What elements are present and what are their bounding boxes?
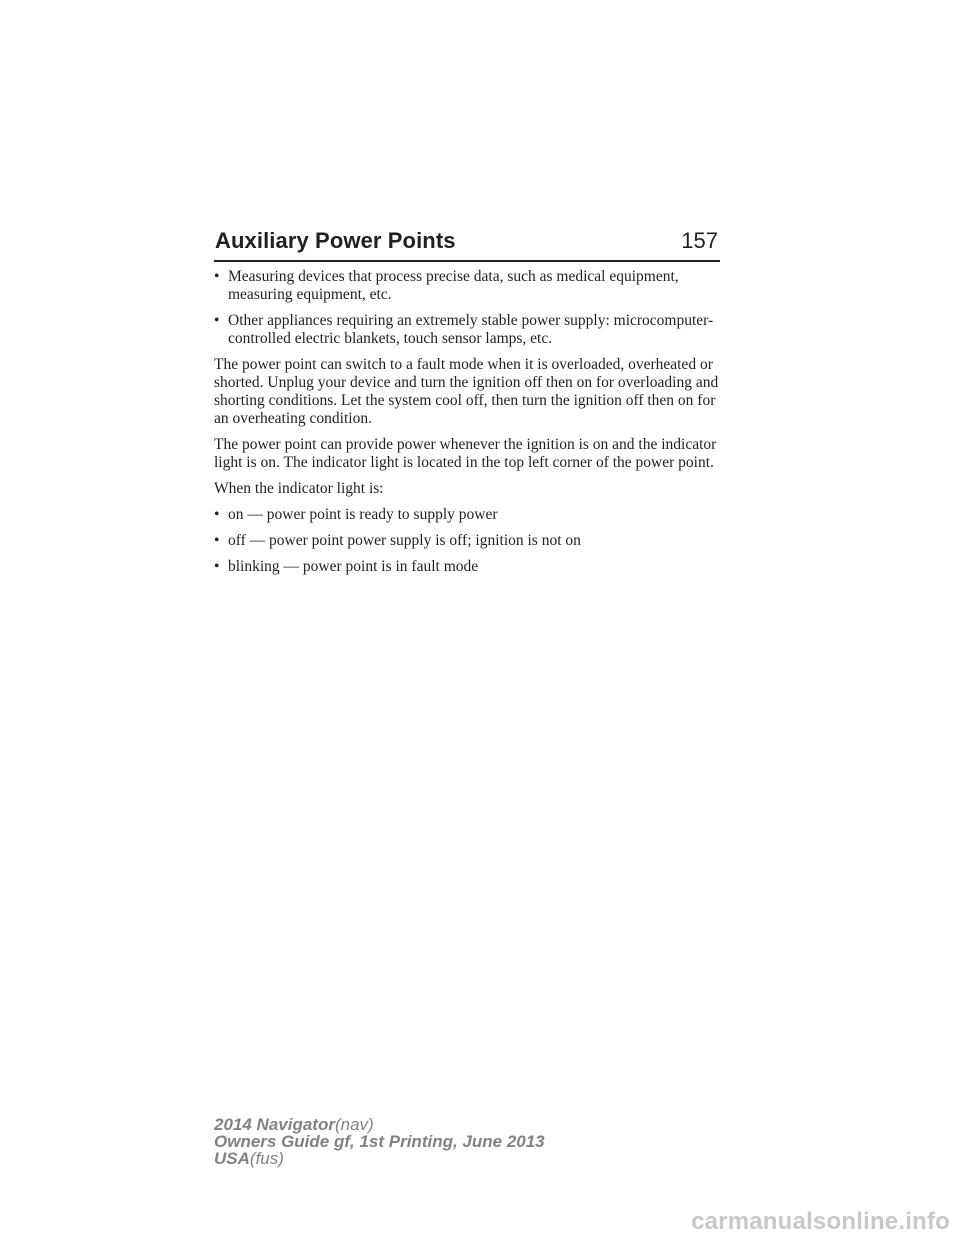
list-item (214, 532, 720, 550)
bullet-icon: • (214, 558, 220, 575)
list-item-text: on — power point is ready to supply power (228, 506, 498, 523)
footer-market-tag: (fus) (249, 1149, 284, 1168)
list-item (214, 268, 720, 304)
list-item (214, 506, 720, 524)
bullet-icon: • (214, 532, 220, 549)
bullet-icon: • (214, 506, 220, 523)
list-item-text: off — power point power supply is off; ignition is not on (228, 532, 581, 549)
footer-model: 2014 Navigator (214, 1115, 335, 1134)
footer-line-model (214, 1116, 545, 1133)
list-item (214, 312, 720, 348)
list-item (214, 558, 720, 576)
footer-printing: Owners Guide gf, 1st Printing, June 2013 (214, 1132, 545, 1151)
paragraph-power-availability: The power point can provide power whenever the ignition is on and the indicator light is on. The indicator light is located in the top left corner of the power point. (214, 436, 717, 471)
list-item-text: blinking — power point is in fault mode (228, 558, 479, 575)
bullet-icon: • (214, 312, 220, 329)
page-header (214, 226, 720, 262)
footer-market: USA (214, 1149, 250, 1168)
paragraph-indicator-intro: When the indicator light is: (214, 480, 384, 497)
list-item-text: Other appliances requiring an extremely stable power supply: microcomputer-controlled electric blankets, touch sensor lamps, etc. (228, 312, 714, 347)
page-number: 157 (681, 228, 718, 253)
section-title: Auxiliary Power Points (215, 228, 456, 253)
bullet-icon: • (214, 268, 220, 285)
watermark: carmanualsonline.info (691, 1208, 950, 1235)
footer-model-tag: (nav) (334, 1115, 374, 1134)
footer-line-printing (214, 1133, 545, 1150)
footer-line-market (214, 1150, 545, 1167)
paragraph-fault-mode: The power point can switch to a fault mode when it is overloaded, overheated or shorted. Unplug your device and turn the ignition off then on for overloading and shorting conditions. Let the system cool off, then turn the ignition off then on for an overheating condition. (214, 356, 719, 427)
list-item-text: Measuring devices that process precise data, such as medical equipment, measuring equipment, etc. (228, 268, 679, 303)
page-body (214, 268, 720, 584)
document-footer (214, 1116, 545, 1167)
